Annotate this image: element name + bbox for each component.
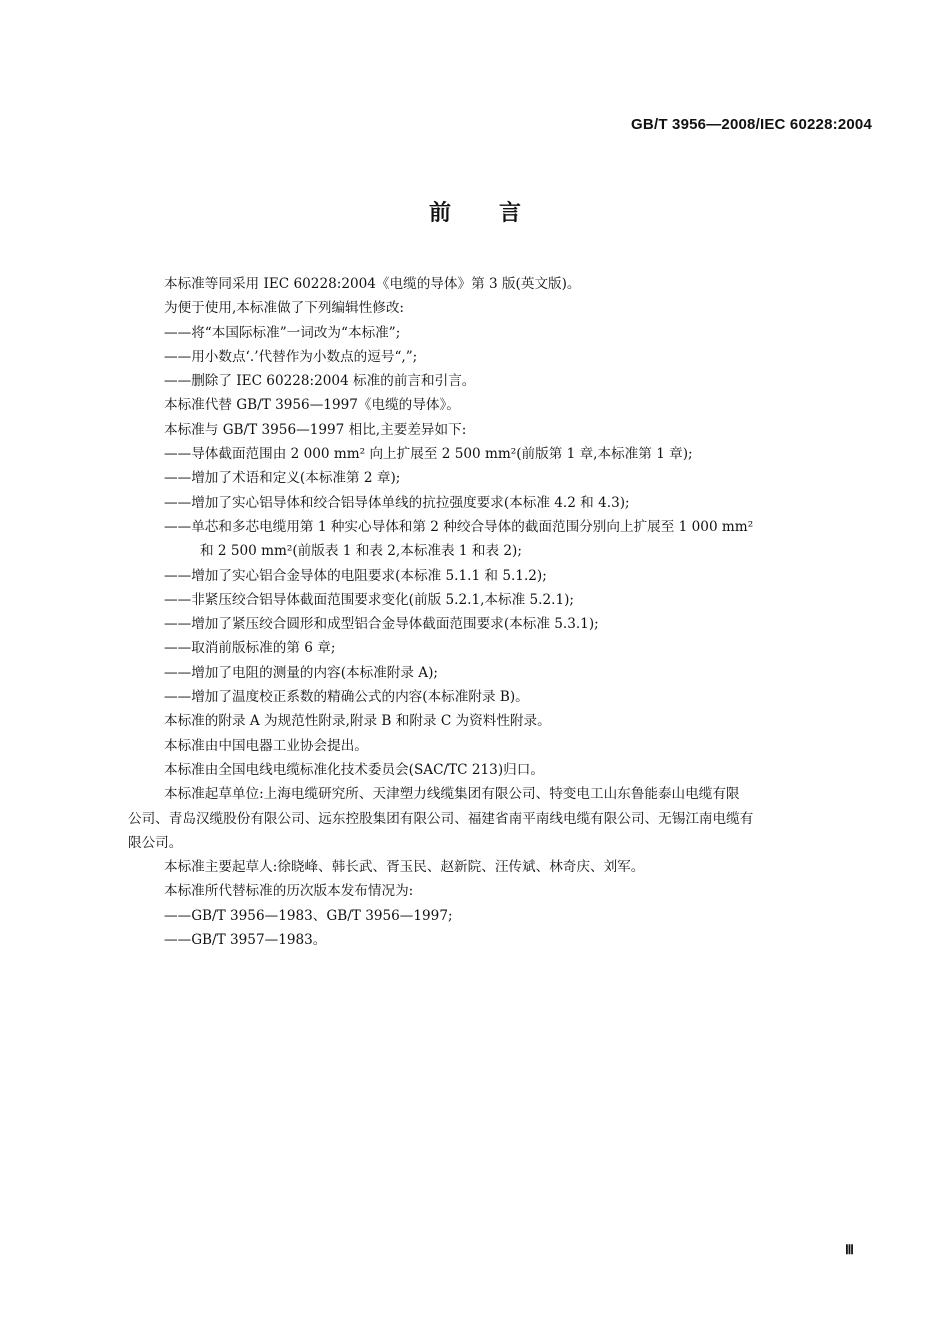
difference-item-9: ——增加了电阻的测量的内容(本标准附录 A); — [164, 664, 439, 681]
page-title: 前言 — [428, 201, 569, 226]
difference-item-10: ——增加了温度校正系数的精确公式的内容(本标准附录 B)。 — [164, 689, 529, 706]
history-item-1: ——GB/T 3956—1983、GB/T 3956—1997; — [164, 907, 453, 924]
drafting-units-line-3: 限公司。 — [128, 834, 183, 851]
difference-item-4-line-1: ——单芯和多芯电缆用第 1 种实心导体和第 2 种绞合导体的截面范围分别向上扩展至 1 000 mm² — [164, 518, 754, 535]
editorial-item-1: ——将“本国际标准”一词改为“本标准”; — [164, 324, 401, 341]
paragraph-history-intro: 本标准所代替标准的历次版本发布情况为: — [164, 883, 414, 900]
paragraph-drafting-units — [128, 782, 870, 855]
paragraph-editorial-intro: 为便于使用,本标准做了下列编辑性修改: — [164, 300, 404, 317]
difference-item-2: ——增加了术语和定义(本标准第 2 章); — [164, 470, 401, 487]
difference-item-8: ——取消前版标准的第 6 章; — [164, 640, 336, 657]
difference-item-5: ——增加了实心铝合金导体的电阻要求(本标准 5.1.1 和 5.1.2); — [164, 567, 547, 584]
paragraph-centralized-by: 本标准由全国电线电缆标准化技术委员会(SAC/TC 213)归口。 — [164, 761, 544, 778]
history-item-2: ——GB/T 3957—1983。 — [164, 932, 327, 949]
difference-item-3: ——增加了实心铝导体和绞合铝导体单线的抗拉强度要求(本标准 4.2 和 4.3); — [164, 494, 630, 511]
paragraph-adoption: 本标准等同采用 IEC 60228:2004《电缆的导体》第 3 版(英文版)。 — [164, 276, 581, 292]
page-number: Ⅲ — [845, 1242, 854, 1257]
difference-item-1: ——导体截面范围由 2 000 mm² 向上扩展至 2 500 mm²(前版第 1 章,本标准第 1 章); — [164, 446, 693, 463]
difference-item-6: ——非紧压绞合铝导体截面范围要求变化(前版 5.2.1,本标准 5.2.1); — [164, 591, 574, 608]
paragraph-replaces: 本标准代替 GB/T 3956—1997《电缆的导体》。 — [164, 397, 460, 414]
paragraph-annexes: 本标准的附录 A 为规范性附录,附录 B 和附录 C 为资料性附录。 — [164, 713, 551, 730]
editorial-item-3: ——删除了 IEC 60228:2004 标准的前言和引言。 — [164, 373, 476, 390]
paragraph-differences-intro: 本标准与 GB/T 3956—1997 相比,主要差异如下: — [164, 421, 467, 438]
paragraph-drafters: 本标准主要起草人:徐晓峰、韩长武、胥玉民、赵新院、汪传斌、林奇庆、刘军。 — [164, 859, 645, 876]
drafting-units-line-1: 本标准起草单位:上海电缆研究所、天津塑力线缆集团有限公司、特变电工山东鲁能泰山电缆有限 — [164, 786, 740, 803]
standard-code-header: GB/T 3956—2008/IEC 60228:2004 — [631, 116, 872, 133]
difference-item-4-line-2: 和 2 500 mm²(前版表 1 和表 2,本标准表 1 和表 2); — [200, 543, 522, 560]
drafting-units-line-2: 公司、青岛汉缆股份有限公司、远东控股集团有限公司、福建省南平南线电缆有限公司、无锡江南电缆有 — [128, 810, 754, 827]
foreword-body — [128, 272, 870, 952]
paragraph-proposed-by: 本标准由中国电器工业协会提出。 — [164, 737, 368, 754]
editorial-item-2: ——用小数点‘.’代替作为小数点的逗号“,”; — [164, 348, 418, 365]
difference-item-7: ——增加了紧压绞合圆形和成型铝合金导体截面范围要求(本标准 5.3.1); — [164, 616, 599, 633]
